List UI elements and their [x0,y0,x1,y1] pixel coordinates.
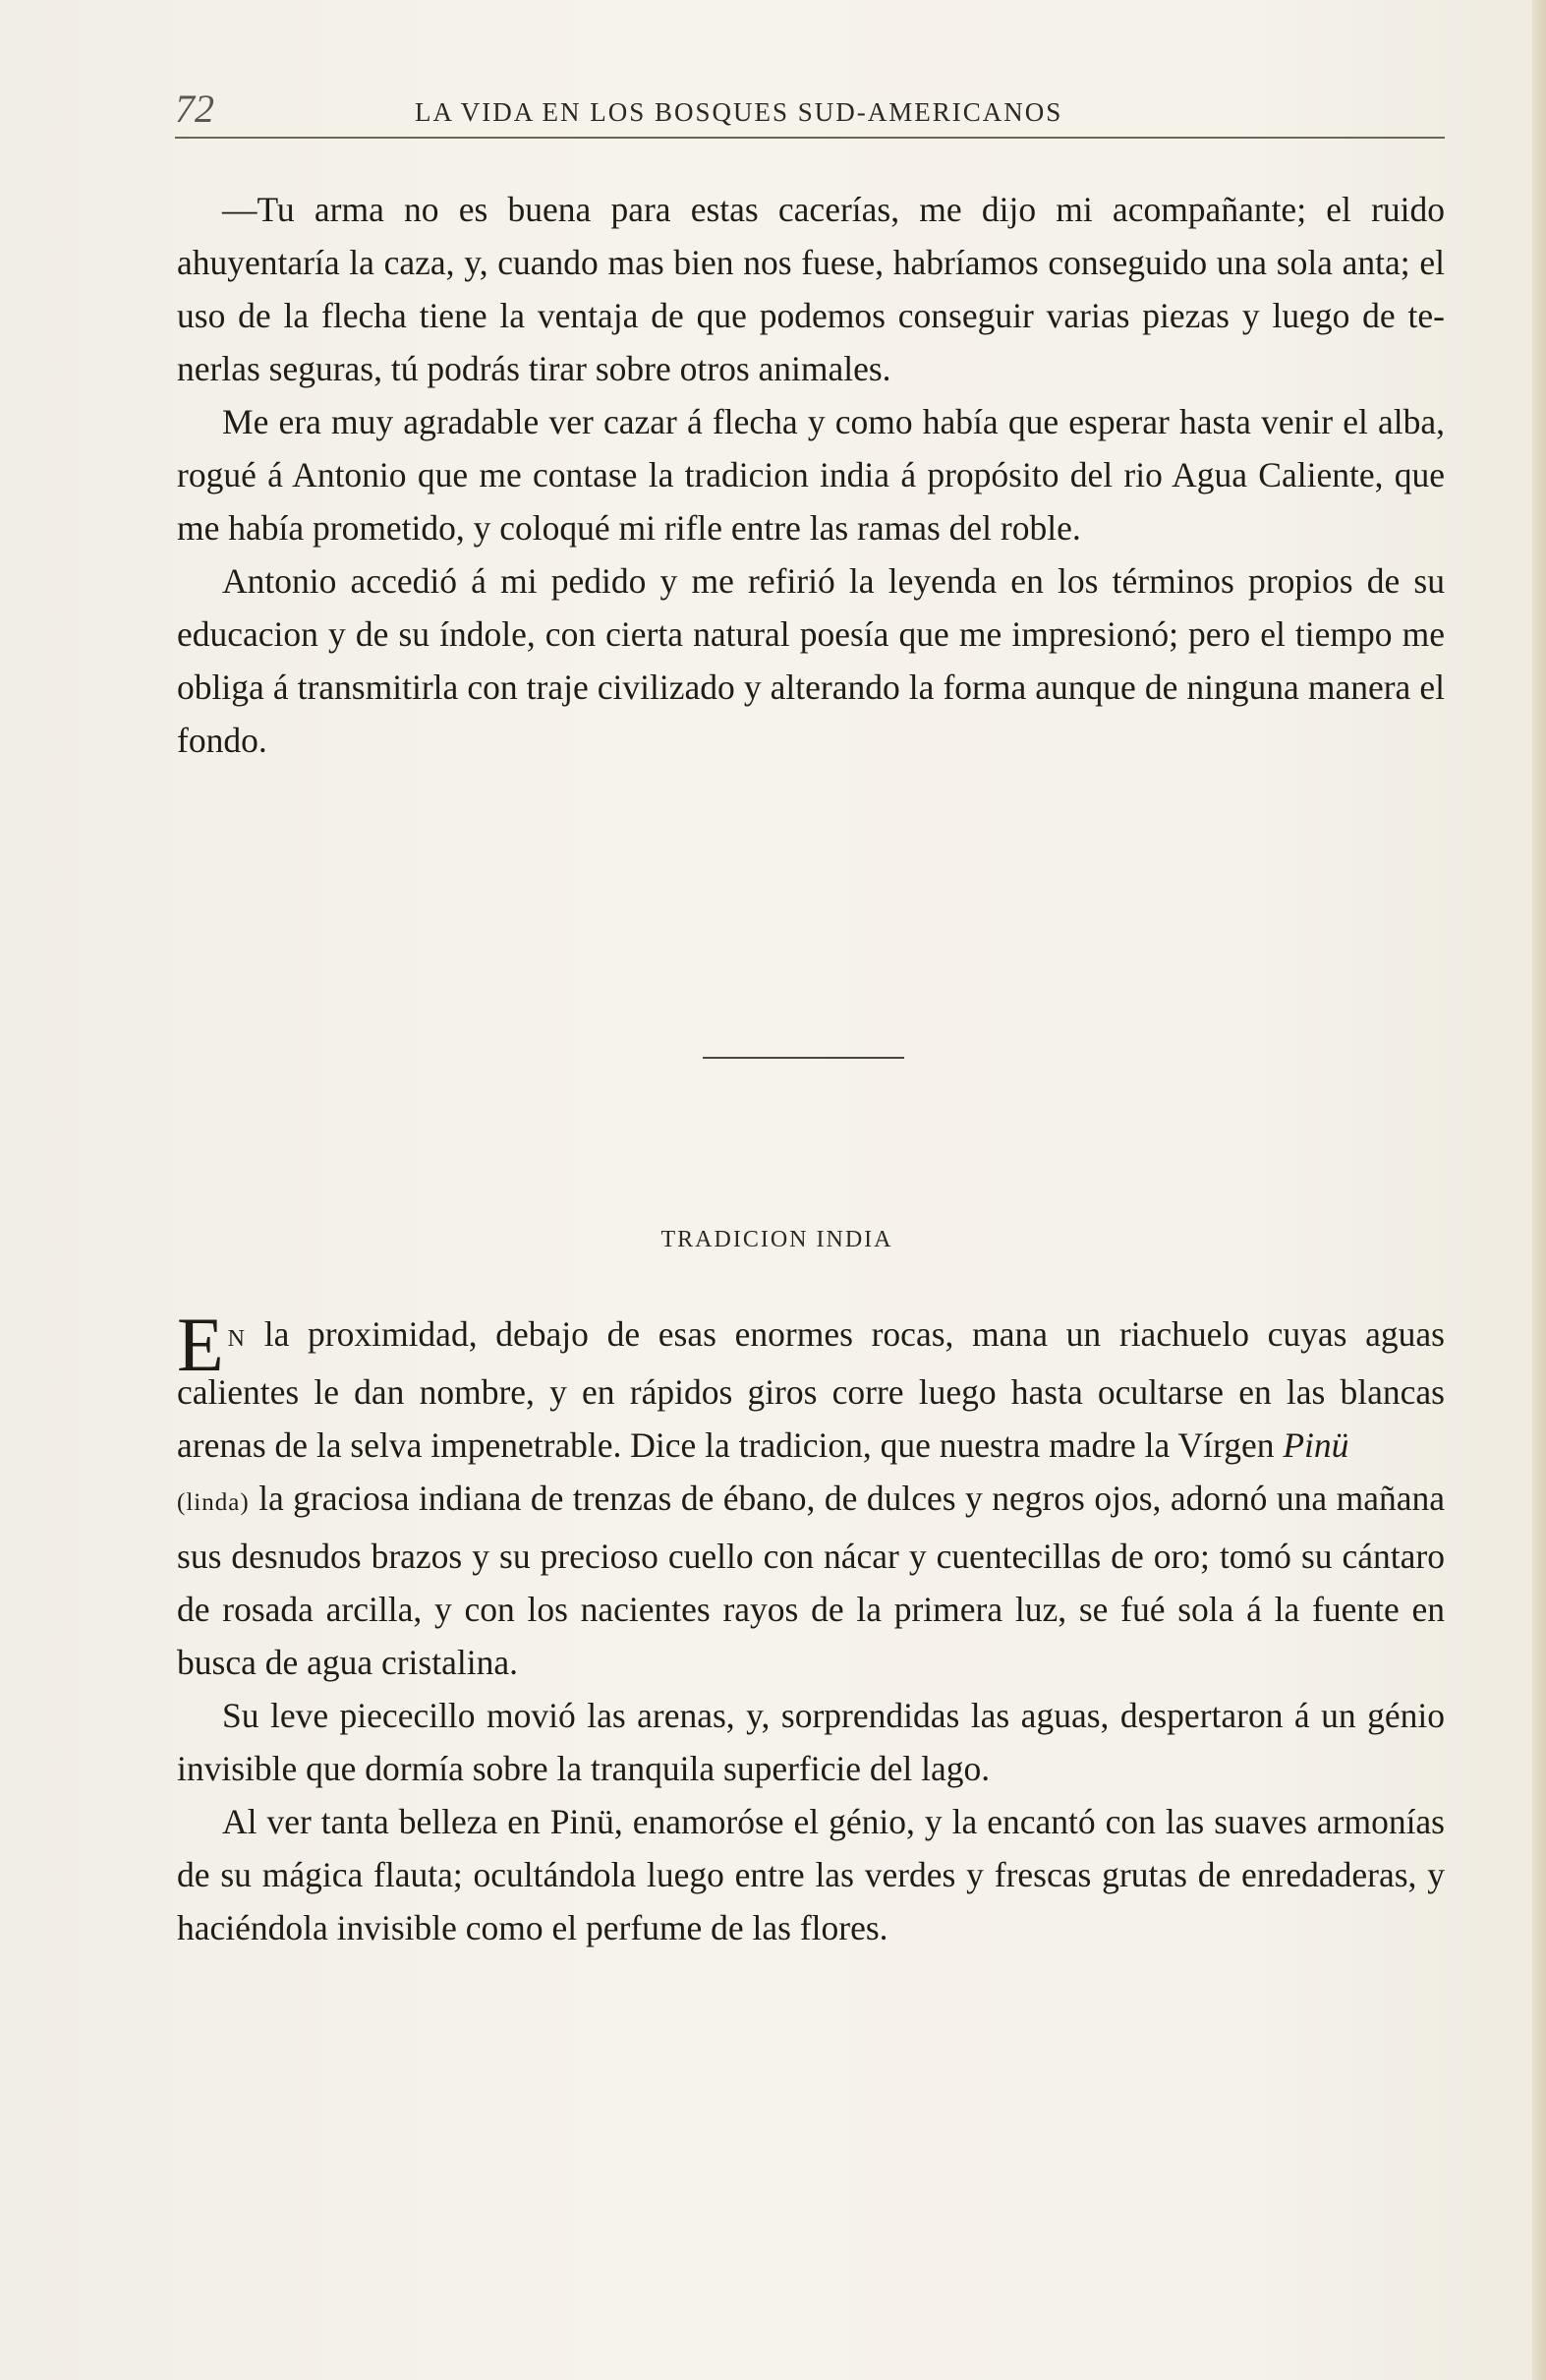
section-title [0,1224,1546,1255]
paragraph: Al ver tanta belleza en Pinü, enamoróse el génio, y la encantó con las suaves armonías de su mágica flauta; ocultándola luego entre las verdes y frescas grutas de enredaderas, y haciéndola invisible como el perfume de las flores. [177,1802,1445,1947]
body-text-upper [177,183,1445,767]
paragraph: Antonio accedió á mi pedido y me refirió la leyenda en los términos propios de su educacion y de su índole, con cierta natural poesía que me impresionó; pero el tiempo me obliga á transmitirla con traje civilizado y alterando la forma aunque de ninguna manera el fondo. [177,561,1445,760]
paragraph: —Tu arma no es buena para estas cacerías, me dijo mi acompañante; el ruido ahuyentaría la caza, y, cuando mas bien nos fuese, habríamos conseguido una sola anta; el uso de la flecha tiene la ventaja de que podemos conseguir varias piezas y luego de tenerlas seguras, tú podrás tirar sobre otros animales. [177,190,1445,388]
paragraph: Su leve piececillo movió las arenas, y, sorprendidas las aguas, despertaron á un génio invisible que dormía sobre la tranquila superficie del lago. [177,1696,1445,1788]
page-edge-shadow [1532,0,1546,2380]
header-rule [175,137,1445,139]
paragraph-text: la proximidad, debajo de esas enormes rocas, mana un riachuelo cuyas aguas calientes le dan nombre, y en rápidos giros corre luego hasta ocultarse en las blancas arenas de la selva impenetrable. Dice la tradicion, que nuestra madre la Vírgen [177,1314,1445,1465]
section-title-text: TRADICION INDIA [660,1227,893,1252]
paragraph: Me era muy agradable ver cazar á flecha y como había que esperar hasta venir el alba, rogué á Antonio que me contase la tradicion india á propósito del rio Agua Caliente, que me había prometido, y coloqué mi rifle entre las ramas del roble. [177,402,1445,548]
italic-word: Pinü [1283,1425,1349,1465]
page-number: 72 [175,87,214,131]
body-text-lower [177,1302,1445,1954]
gloss: (linda) [177,1489,250,1516]
paragraph-text: la graciosa indiana de trenzas de ébano, de dulces y negros ojos, adornó una mañana sus desnudos brazos y su precioso cuello con nácar y cuentecillas de oro; tomó su cántaro de rosada arcilla, y con los nacientes rayos de la primera luz, se fué sola á la fuente en busca de agua cristalina. [177,1479,1445,1682]
page-header [175,85,1445,134]
running-head: LA VIDA EN LOS BOSQUES SUD-AMERICANOS [415,97,1063,127]
drop-cap-rest: N [227,1326,246,1352]
section-divider [703,1057,904,1059]
drop-cap: E [177,1302,224,1387]
opening-paragraph [177,1302,1445,1689]
